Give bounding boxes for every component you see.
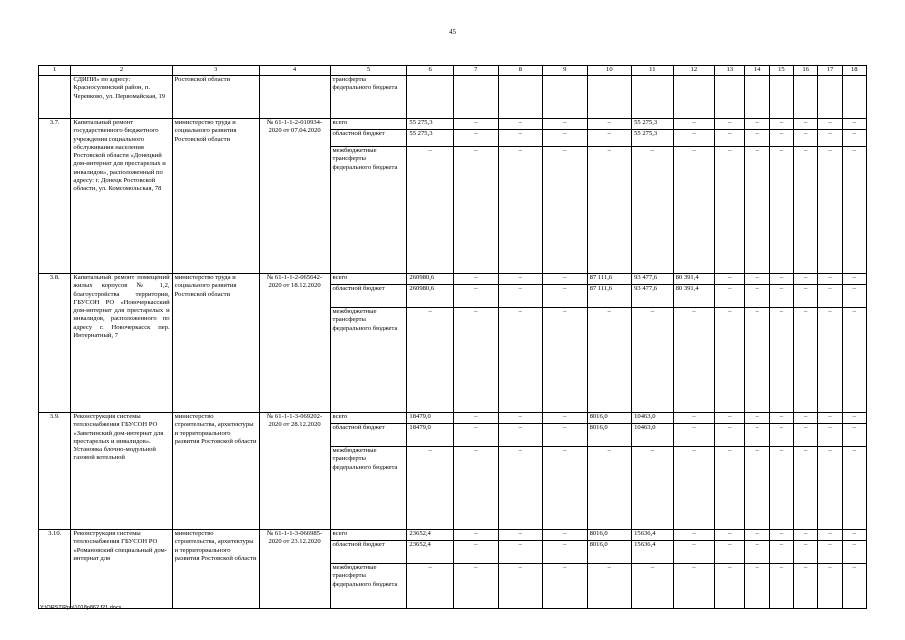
amount-cell: – bbox=[818, 424, 842, 447]
column-number: 2 bbox=[71, 66, 172, 76]
column-number: 7 bbox=[453, 66, 498, 76]
amount-cell: – bbox=[769, 413, 793, 424]
amount-cell: 10463,0 bbox=[632, 424, 674, 447]
amount-cell: – bbox=[498, 447, 543, 530]
amount-cell: – bbox=[673, 447, 715, 530]
row-number: 3.8. bbox=[39, 274, 71, 413]
amount-cell: – bbox=[632, 308, 674, 413]
amount-cell: – bbox=[842, 119, 866, 130]
amount-cell: – bbox=[587, 564, 632, 609]
document-cell: № 61-1-1-3-069202-2020 от 28.12.2020 bbox=[259, 413, 330, 530]
object-name: Капитальный ремонт государственного бюджетного учреждения социального обслуживания населения Ростовской области «Донецкий дом-интернат для престарелых и инвалидов», расположенный по адресу: г. Донецк Ростовской области, ул. Комсомольская, 78 bbox=[71, 119, 172, 274]
funding-source: межбюджетные трансферты федерального бюджета bbox=[330, 447, 407, 530]
document-cell: № 61-1-1-2-010934-2020 от 07.04.2020 bbox=[259, 119, 330, 274]
column-number: 6 bbox=[407, 66, 454, 76]
amount-cell: 8016,0 bbox=[587, 530, 632, 541]
amount-cell: 55 275,3 bbox=[407, 130, 454, 147]
amount-cell: – bbox=[818, 147, 842, 274]
funding-source: областной бюджет bbox=[330, 285, 407, 308]
amount-cell: – bbox=[745, 424, 769, 447]
amount-cell: – bbox=[769, 541, 793, 564]
amount-cell: – bbox=[453, 130, 498, 147]
amount-cell: – bbox=[745, 308, 769, 413]
amount-cell: – bbox=[818, 413, 842, 424]
amount-cell: – bbox=[818, 285, 842, 308]
amount-cell: – bbox=[715, 413, 745, 424]
object-name: Реконструкция системы теплоснабжения ГБУСОН РО «Заветинский дом-интернат для престарелых и инвалидов». Установка блочно-модульной газовой котельной bbox=[71, 413, 172, 530]
amount-cell: 55 275,3 bbox=[407, 119, 454, 130]
row-number: 3.10. bbox=[39, 530, 71, 609]
funding-source: всего bbox=[330, 119, 407, 130]
amount-cell: – bbox=[407, 147, 454, 274]
amount-cell: – bbox=[498, 285, 543, 308]
funding-source: всего bbox=[330, 274, 407, 285]
amount-cell: 80 391,4 bbox=[673, 285, 715, 308]
amount-cell: – bbox=[453, 541, 498, 564]
column-number: 10 bbox=[587, 66, 632, 76]
executor-cell: министерство труда и социального развития Ростовской области bbox=[172, 274, 259, 413]
amount-cell: – bbox=[842, 530, 866, 541]
amount-cell: 23652,4 bbox=[407, 541, 454, 564]
amount-cell: – bbox=[715, 447, 745, 530]
amount-cell: – bbox=[632, 564, 674, 609]
column-number: 8 bbox=[498, 66, 543, 76]
amount-cell: 8016,0 bbox=[587, 424, 632, 447]
amount-cell: – bbox=[842, 447, 866, 530]
amount-cell: – bbox=[818, 130, 842, 147]
amount-cell: – bbox=[673, 541, 715, 564]
amount-cell: – bbox=[745, 530, 769, 541]
amount-cell: – bbox=[543, 285, 588, 308]
amount-cell: – bbox=[769, 564, 793, 609]
amount-cell: – bbox=[842, 424, 866, 447]
amount-cell: – bbox=[673, 413, 715, 424]
amount-cell: – bbox=[543, 130, 588, 147]
amount-cell: – bbox=[498, 541, 543, 564]
amount-cell: – bbox=[745, 564, 769, 609]
object-name: Реконструкция системы теплоснабжения ГБУСОН РО «Романовский специальный дом-интернат для bbox=[71, 530, 172, 609]
document-cell: № 61-1-1-3-066985-2020 от 23.12.2020 bbox=[259, 530, 330, 609]
continuation-row bbox=[39, 76, 867, 119]
amount-cell: – bbox=[498, 530, 543, 541]
amount-cell: – bbox=[842, 274, 866, 285]
amount-cell: – bbox=[407, 308, 454, 413]
amount-cell: – bbox=[794, 413, 818, 424]
amount-cell: 87 111,6 bbox=[587, 285, 632, 308]
amount-cell: – bbox=[453, 147, 498, 274]
amount-cell: – bbox=[498, 564, 543, 609]
amount-cell: – bbox=[715, 274, 745, 285]
column-number: 14 bbox=[745, 66, 769, 76]
amount-cell: 23652,4 bbox=[407, 530, 454, 541]
amount-cell: – bbox=[794, 447, 818, 530]
amount-cell: 87 111,6 bbox=[587, 274, 632, 285]
amount-cell: – bbox=[498, 308, 543, 413]
amount-cell: – bbox=[818, 274, 842, 285]
amount-cell: 15636,4 bbox=[632, 541, 674, 564]
column-number: 11 bbox=[632, 66, 674, 76]
executor-cell: министерство строительства, архитектуры и территориального развития Ростовской области bbox=[172, 530, 259, 609]
amount-cell: – bbox=[794, 308, 818, 413]
amount-cell: – bbox=[715, 119, 745, 130]
amount-cell: – bbox=[794, 541, 818, 564]
amount-cell: – bbox=[842, 413, 866, 424]
amount-cell: 260980,6 bbox=[407, 274, 454, 285]
document-cell: № 61-1-1-2-065642-2020 от 18.12.2020 bbox=[259, 274, 330, 413]
amount-cell: – bbox=[632, 147, 674, 274]
amount-cell: – bbox=[842, 285, 866, 308]
funding-source: межбюджетные трансферты федерального бюджета bbox=[330, 564, 407, 609]
amount-cell: – bbox=[745, 447, 769, 530]
amount-cell: 93 477,6 bbox=[632, 274, 674, 285]
amount-cell: – bbox=[498, 413, 543, 424]
amount-cell: – bbox=[543, 541, 588, 564]
amount-cell: – bbox=[715, 564, 745, 609]
amount-cell: – bbox=[745, 119, 769, 130]
amount-cell: – bbox=[498, 147, 543, 274]
column-number: 1 bbox=[39, 66, 71, 76]
amount-cell: – bbox=[715, 424, 745, 447]
amount-cell: – bbox=[818, 447, 842, 530]
amount-cell: – bbox=[498, 274, 543, 285]
amount-cell: – bbox=[543, 147, 588, 274]
amount-cell: – bbox=[673, 564, 715, 609]
amount-cell: – bbox=[842, 541, 866, 564]
table-row bbox=[39, 530, 867, 541]
amount-cell: 260980,6 bbox=[407, 285, 454, 308]
amount-cell: – bbox=[587, 130, 632, 147]
amount-cell: 8016,0 bbox=[587, 541, 632, 564]
amount-cell: – bbox=[673, 130, 715, 147]
amount-cell: – bbox=[453, 447, 498, 530]
amount-cell: – bbox=[543, 413, 588, 424]
column-number: 13 bbox=[715, 66, 745, 76]
column-number: 17 bbox=[818, 66, 842, 76]
amount-cell: – bbox=[794, 147, 818, 274]
funding-source: областной бюджет bbox=[330, 424, 407, 447]
column-number: 16 bbox=[794, 66, 818, 76]
file-path-footer: Y:\ORST\Ppo\1018p862.f21.docx bbox=[40, 605, 122, 611]
amount-cell: – bbox=[842, 308, 866, 413]
object-name: Капитальный ремонт помещений жилых корпусов № 1,2, благоустройства территории, ГБУСОН РО «Новочеркасский дом-интернат для престарелых и инвалидов, расположенного по адресу г. Новочеркасск пер. Интернатный, 7 bbox=[71, 274, 172, 413]
column-number: 12 bbox=[673, 66, 715, 76]
amount-cell: – bbox=[407, 564, 454, 609]
amount-cell: – bbox=[842, 147, 866, 274]
amount-cell: – bbox=[453, 564, 498, 609]
amount-cell: – bbox=[587, 119, 632, 130]
amount-cell: – bbox=[498, 424, 543, 447]
amount-cell: – bbox=[818, 119, 842, 130]
funding-source: областной бюджет bbox=[330, 541, 407, 564]
row-number: 3.7. bbox=[39, 119, 71, 274]
amount-cell: – bbox=[715, 308, 745, 413]
amount-cell: – bbox=[769, 424, 793, 447]
executor-cell: министерство труда и социального развития Ростовской области bbox=[172, 119, 259, 274]
continuation-name: СДИПИ» по адресу: Красносулинский район, п. Черевково, ул. Первомайская, 19 bbox=[71, 76, 172, 119]
amount-cell: – bbox=[769, 147, 793, 274]
amount-cell: – bbox=[673, 308, 715, 413]
amount-cell: – bbox=[745, 413, 769, 424]
funding-source: областной бюджет bbox=[330, 130, 407, 147]
amount-cell: – bbox=[587, 147, 632, 274]
amount-cell: – bbox=[453, 308, 498, 413]
amount-cell: – bbox=[498, 130, 543, 147]
amount-cell: – bbox=[794, 119, 818, 130]
amount-cell: – bbox=[769, 530, 793, 541]
amount-cell: – bbox=[769, 274, 793, 285]
amount-cell: – bbox=[745, 541, 769, 564]
amount-cell: – bbox=[745, 274, 769, 285]
amount-cell: 55 275,3 bbox=[632, 119, 674, 130]
amount-cell: – bbox=[453, 119, 498, 130]
amount-cell: – bbox=[715, 541, 745, 564]
amount-cell: – bbox=[769, 119, 793, 130]
amount-cell: – bbox=[842, 130, 866, 147]
amount-cell: – bbox=[818, 541, 842, 564]
amount-cell: – bbox=[453, 424, 498, 447]
amount-cell: – bbox=[673, 424, 715, 447]
amount-cell: – bbox=[745, 147, 769, 274]
funding-source: всего bbox=[330, 413, 407, 424]
column-number: 3 bbox=[172, 66, 259, 76]
amount-cell: – bbox=[715, 530, 745, 541]
amount-cell: – bbox=[769, 130, 793, 147]
amount-cell: – bbox=[715, 285, 745, 308]
amount-cell: – bbox=[715, 130, 745, 147]
amount-cell: – bbox=[794, 424, 818, 447]
amount-cell: – bbox=[794, 285, 818, 308]
amount-cell: – bbox=[673, 147, 715, 274]
amount-cell: – bbox=[407, 447, 454, 530]
column-number: 18 bbox=[842, 66, 866, 76]
column-number: 9 bbox=[543, 66, 588, 76]
amount-cell: – bbox=[543, 424, 588, 447]
amount-cell: – bbox=[453, 530, 498, 541]
amount-cell: – bbox=[543, 447, 588, 530]
amount-cell: 8016,0 bbox=[587, 413, 632, 424]
amount-cell: – bbox=[769, 447, 793, 530]
row-number: 3.9. bbox=[39, 413, 71, 530]
amount-cell: – bbox=[543, 274, 588, 285]
executor-cell: министерство строительства, архитектуры и территориального развития Ростовской области bbox=[172, 413, 259, 530]
amount-cell: 10463,0 bbox=[632, 413, 674, 424]
amount-cell: – bbox=[543, 564, 588, 609]
amount-cell: – bbox=[632, 447, 674, 530]
amount-cell: – bbox=[543, 530, 588, 541]
amount-cell: – bbox=[673, 530, 715, 541]
amount-cell: 18479,0 bbox=[407, 424, 454, 447]
continuation-source: трансферты федерального бюджета bbox=[330, 76, 407, 119]
amount-cell: – bbox=[543, 308, 588, 413]
amount-cell: – bbox=[453, 274, 498, 285]
amount-cell: – bbox=[543, 119, 588, 130]
amount-cell: – bbox=[794, 530, 818, 541]
amount-cell: 15636,4 bbox=[632, 530, 674, 541]
column-number: 4 bbox=[259, 66, 330, 76]
funding-source: межбюджетные трансферты федерального бюджета bbox=[330, 308, 407, 413]
amount-cell: – bbox=[794, 274, 818, 285]
amount-cell: – bbox=[818, 308, 842, 413]
column-number: 15 bbox=[769, 66, 793, 76]
amount-cell: – bbox=[818, 564, 842, 609]
amount-cell: – bbox=[673, 119, 715, 130]
amount-cell: – bbox=[498, 119, 543, 130]
continuation-executor: Ростовской области bbox=[172, 76, 259, 119]
amount-cell: 93 477,6 bbox=[632, 285, 674, 308]
amount-cell: – bbox=[769, 285, 793, 308]
amount-cell: – bbox=[842, 564, 866, 609]
amount-cell: – bbox=[794, 130, 818, 147]
amount-cell: – bbox=[453, 413, 498, 424]
table-row bbox=[39, 274, 867, 285]
page-number: 45 bbox=[449, 28, 456, 36]
table-row bbox=[39, 413, 867, 424]
amount-cell: 18479,0 bbox=[407, 413, 454, 424]
table-row bbox=[39, 119, 867, 130]
amount-cell: 55 275,3 bbox=[632, 130, 674, 147]
column-number: 5 bbox=[330, 66, 407, 76]
column-number-row bbox=[39, 66, 867, 76]
amount-cell: – bbox=[794, 564, 818, 609]
amount-cell: – bbox=[453, 285, 498, 308]
amount-cell: – bbox=[745, 285, 769, 308]
amount-cell: – bbox=[715, 147, 745, 274]
amount-cell: – bbox=[769, 308, 793, 413]
amount-cell: – bbox=[745, 130, 769, 147]
funding-source: межбюджетные трансферты федерального бюджета bbox=[330, 147, 407, 274]
amount-cell: – bbox=[587, 308, 632, 413]
amount-cell: – bbox=[587, 447, 632, 530]
amount-cell: 80 391,4 bbox=[673, 274, 715, 285]
funding-source: всего bbox=[330, 530, 407, 541]
program-table bbox=[38, 65, 867, 609]
amount-cell: – bbox=[818, 530, 842, 541]
